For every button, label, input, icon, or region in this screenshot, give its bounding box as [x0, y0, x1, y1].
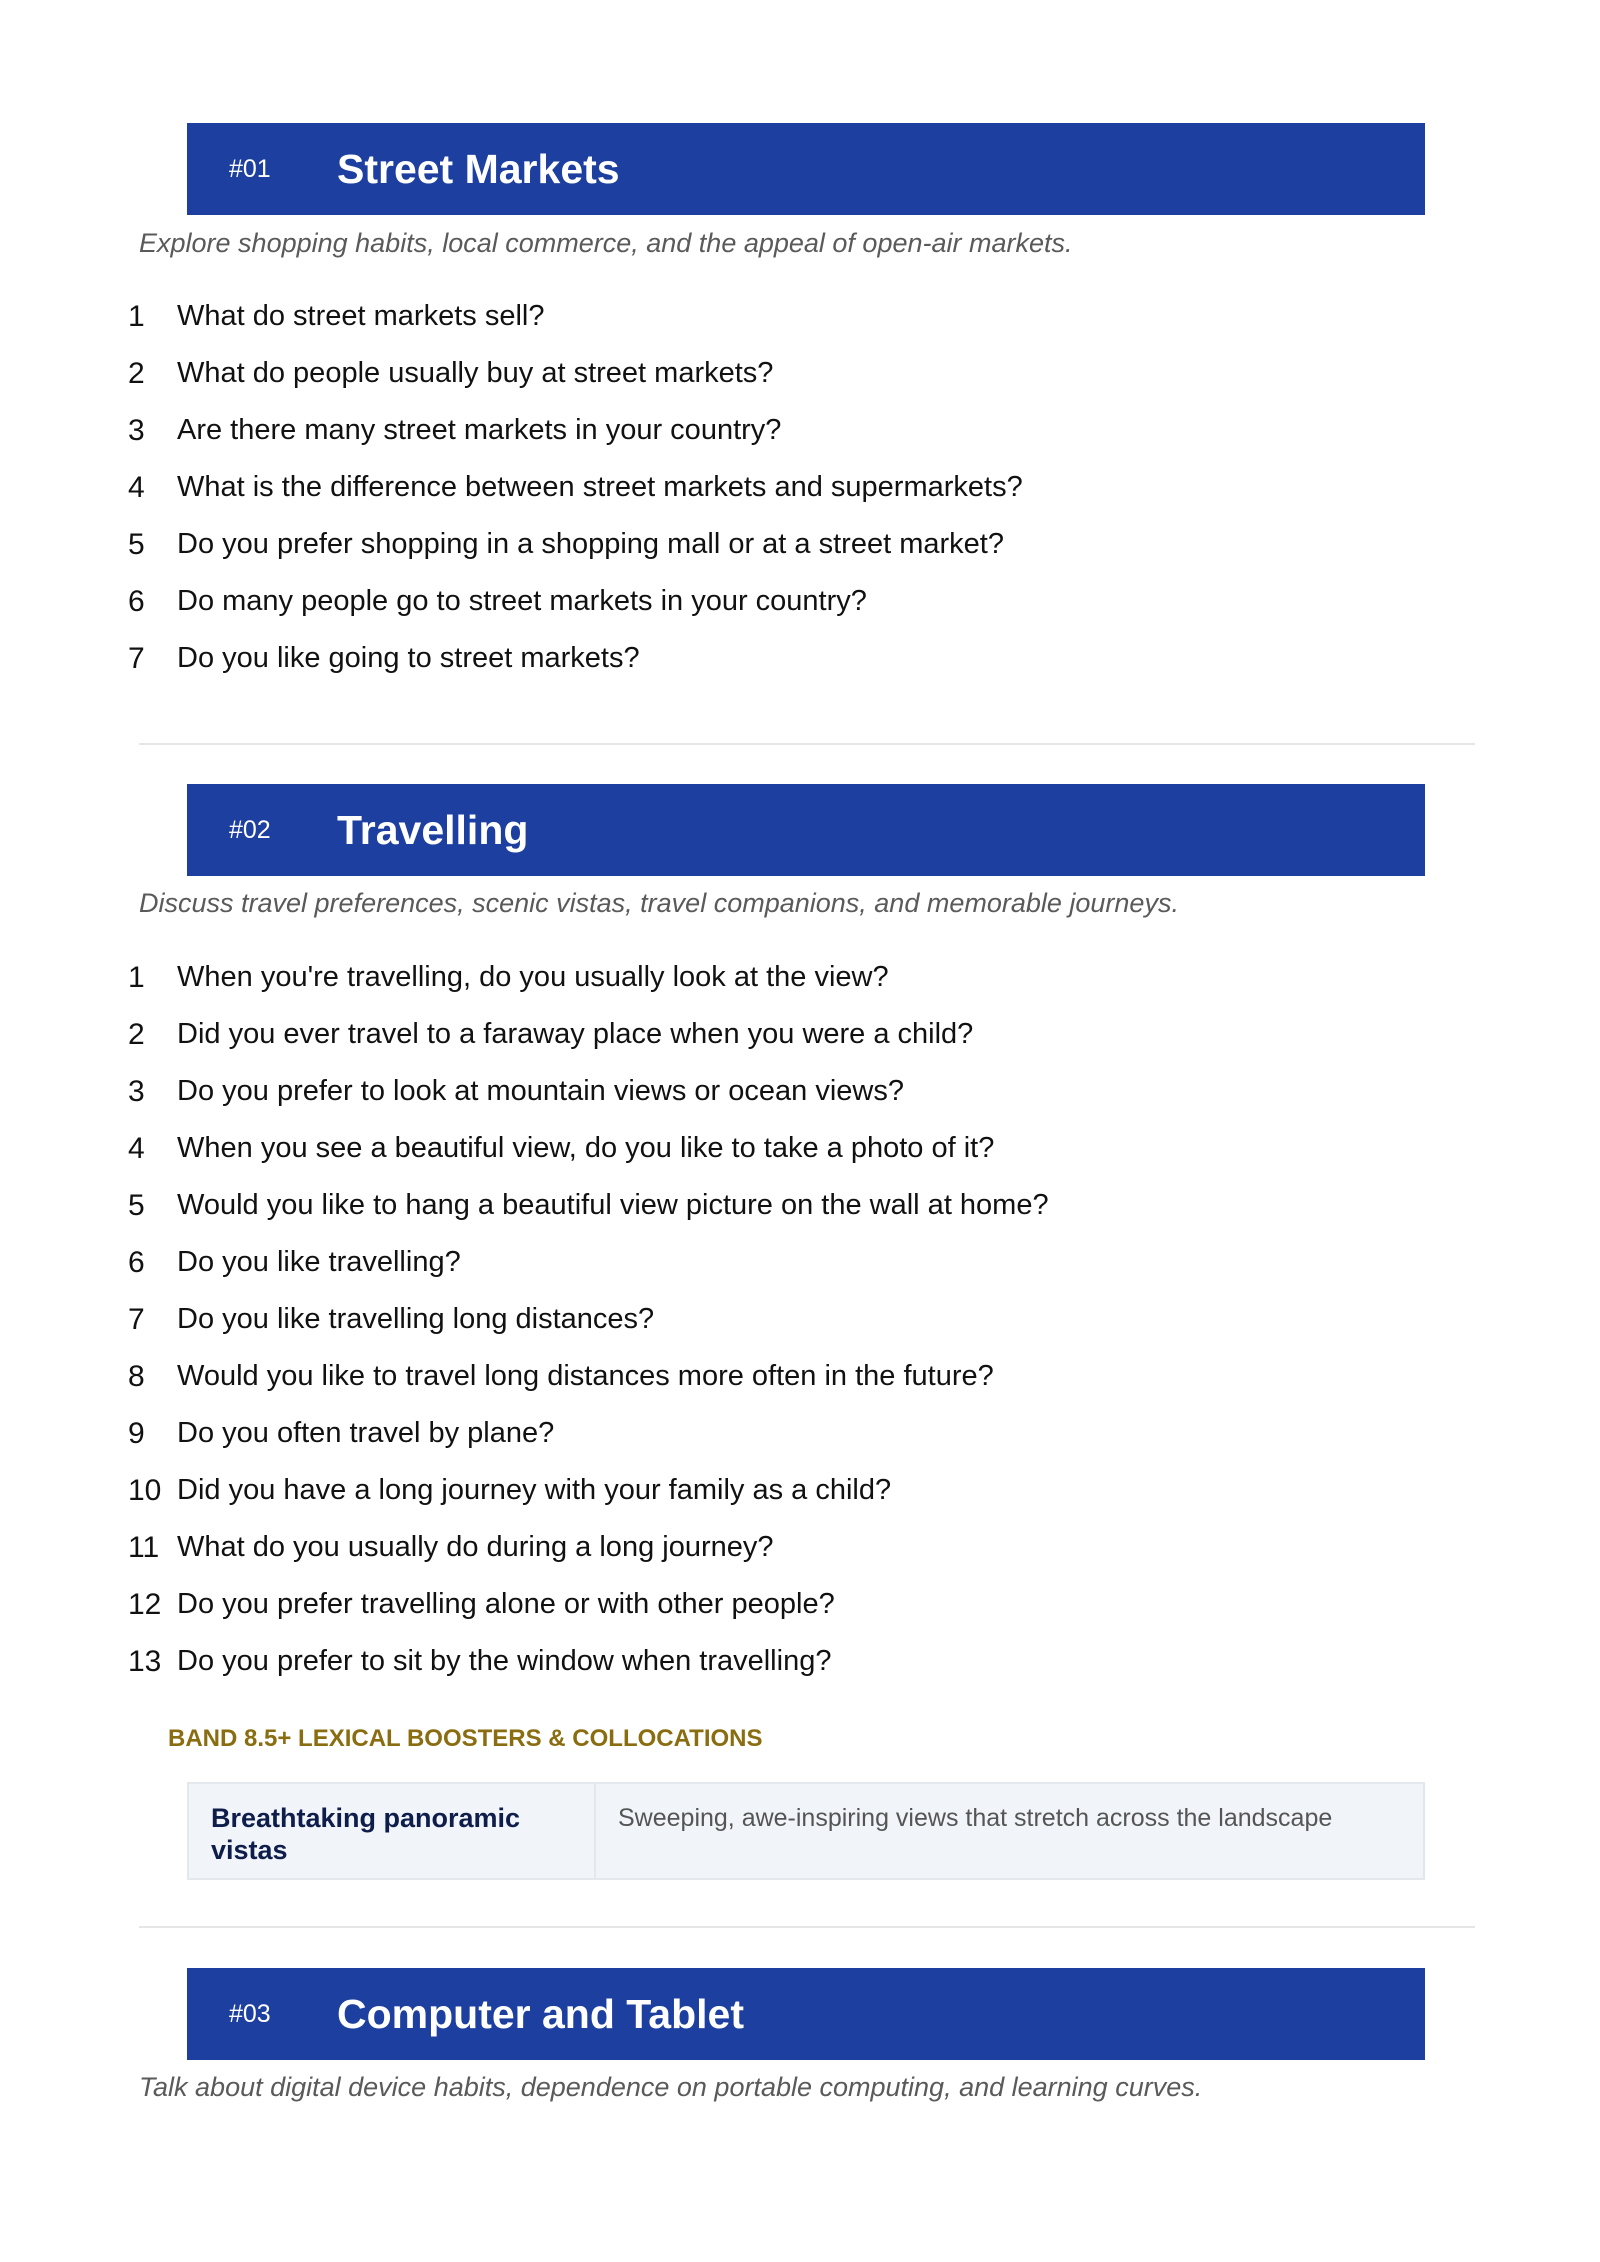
- question-text: Did you have a long journey with your family as a child?: [177, 1474, 892, 1506]
- question-text: Do you prefer to sit by the window when travelling?: [177, 1645, 832, 1677]
- question-number: 2: [128, 1017, 145, 1051]
- question-text: What do people usually buy at street markets?: [177, 357, 774, 389]
- topic-header: [187, 784, 1425, 876]
- question-item: [128, 630, 1023, 687]
- question-item: [128, 1006, 1049, 1063]
- topic-description: Explore shopping habits, local commerce, and the appeal of open-air markets.: [139, 228, 1073, 258]
- question-item: [128, 516, 1023, 573]
- question-text: Do you like going to street markets?: [177, 642, 640, 674]
- question-item: [128, 1576, 1049, 1633]
- question-text: Are there many street markets in your country?: [177, 414, 782, 446]
- question-number: 10: [128, 1473, 162, 1507]
- question-number: 5: [128, 1188, 145, 1222]
- question-text: Do you prefer to look at mountain views or ocean views?: [177, 1075, 904, 1107]
- section-divider: [139, 743, 1475, 745]
- question-item: [128, 573, 1023, 630]
- topic-number: #02: [229, 815, 271, 844]
- topic-header: [187, 123, 1425, 215]
- question-item: [128, 1519, 1049, 1576]
- booster-heading: BAND 8.5+ LEXICAL BOOSTERS & COLLOCATIONS: [168, 1725, 763, 1752]
- question-text: Do you like travelling?: [177, 1246, 461, 1278]
- question-number: 6: [128, 584, 145, 618]
- question-item: [128, 1348, 1049, 1405]
- question-item: [128, 1633, 1049, 1690]
- question-number: 13: [128, 1644, 162, 1678]
- question-item: [128, 345, 1023, 402]
- question-item: [128, 1462, 1049, 1519]
- topic-number: #01: [229, 154, 271, 183]
- question-number: 12: [128, 1587, 162, 1621]
- question-item: [128, 1234, 1049, 1291]
- question-text: When you see a beautiful view, do you like to take a photo of it?: [177, 1132, 995, 1164]
- question-text: Do you prefer shopping in a shopping mall or at a street market?: [177, 528, 1004, 560]
- question-item: [128, 1177, 1049, 1234]
- question-text: What do street markets sell?: [177, 300, 545, 332]
- question-number: 9: [128, 1416, 145, 1450]
- question-number: 11: [128, 1530, 160, 1564]
- topic-title: Travelling: [337, 806, 529, 853]
- topic-number: #03: [229, 1999, 271, 2028]
- question-list: [128, 949, 1049, 1690]
- topic-title: Street Markets: [337, 145, 620, 192]
- question-list: [128, 288, 1023, 687]
- booster-definition: Sweeping, awe-inspiring views that stretch across the landscape: [618, 1804, 1333, 1832]
- question-number: 3: [128, 1074, 145, 1108]
- question-number: 3: [128, 413, 145, 447]
- question-number: 2: [128, 356, 145, 390]
- question-number: 1: [128, 960, 145, 994]
- question-text: What is the difference between street markets and supermarkets?: [177, 471, 1023, 503]
- question-item: [128, 288, 1023, 345]
- question-item: [128, 1120, 1049, 1177]
- section-divider: [139, 1926, 1475, 1928]
- question-number: 4: [128, 470, 145, 504]
- question-number: 8: [128, 1359, 145, 1393]
- question-text: Do you often travel by plane?: [177, 1417, 555, 1449]
- question-item: [128, 1291, 1049, 1348]
- question-text: Would you like to travel long distances more often in the future?: [177, 1360, 994, 1392]
- booster-term: Breathtaking panoramic vistas: [189, 1784, 596, 1878]
- question-item: [128, 459, 1023, 516]
- topic-description: Talk about digital device habits, dependence on portable computing, and learning curves.: [139, 2072, 1203, 2102]
- question-text: What do you usually do during a long journey?: [177, 1531, 774, 1563]
- question-number: 5: [128, 527, 145, 561]
- question-number: 1: [128, 299, 145, 333]
- question-text: Do many people go to street markets in your country?: [177, 585, 867, 617]
- question-text: Did you ever travel to a faraway place when you were a child?: [177, 1018, 974, 1050]
- question-text: Would you like to hang a beautiful view picture on the wall at home?: [177, 1189, 1049, 1221]
- question-number: 7: [128, 641, 145, 675]
- question-number: 4: [128, 1131, 145, 1165]
- question-item: [128, 949, 1049, 1006]
- topic-header: [187, 1968, 1425, 2060]
- question-item: [128, 1063, 1049, 1120]
- question-text: Do you like travelling long distances?: [177, 1303, 655, 1335]
- question-text: When you're travelling, do you usually look at the view?: [177, 961, 889, 993]
- question-item: [128, 1405, 1049, 1462]
- question-item: [128, 402, 1023, 459]
- topic-title: Computer and Tablet: [337, 1990, 744, 2037]
- booster-table: [187, 1782, 1425, 1880]
- question-number: 7: [128, 1302, 145, 1336]
- question-text: Do you prefer travelling alone or with other people?: [177, 1588, 835, 1620]
- question-number: 6: [128, 1245, 145, 1279]
- topic-description: Discuss travel preferences, scenic vistas, travel companions, and memorable journeys.: [139, 888, 1179, 918]
